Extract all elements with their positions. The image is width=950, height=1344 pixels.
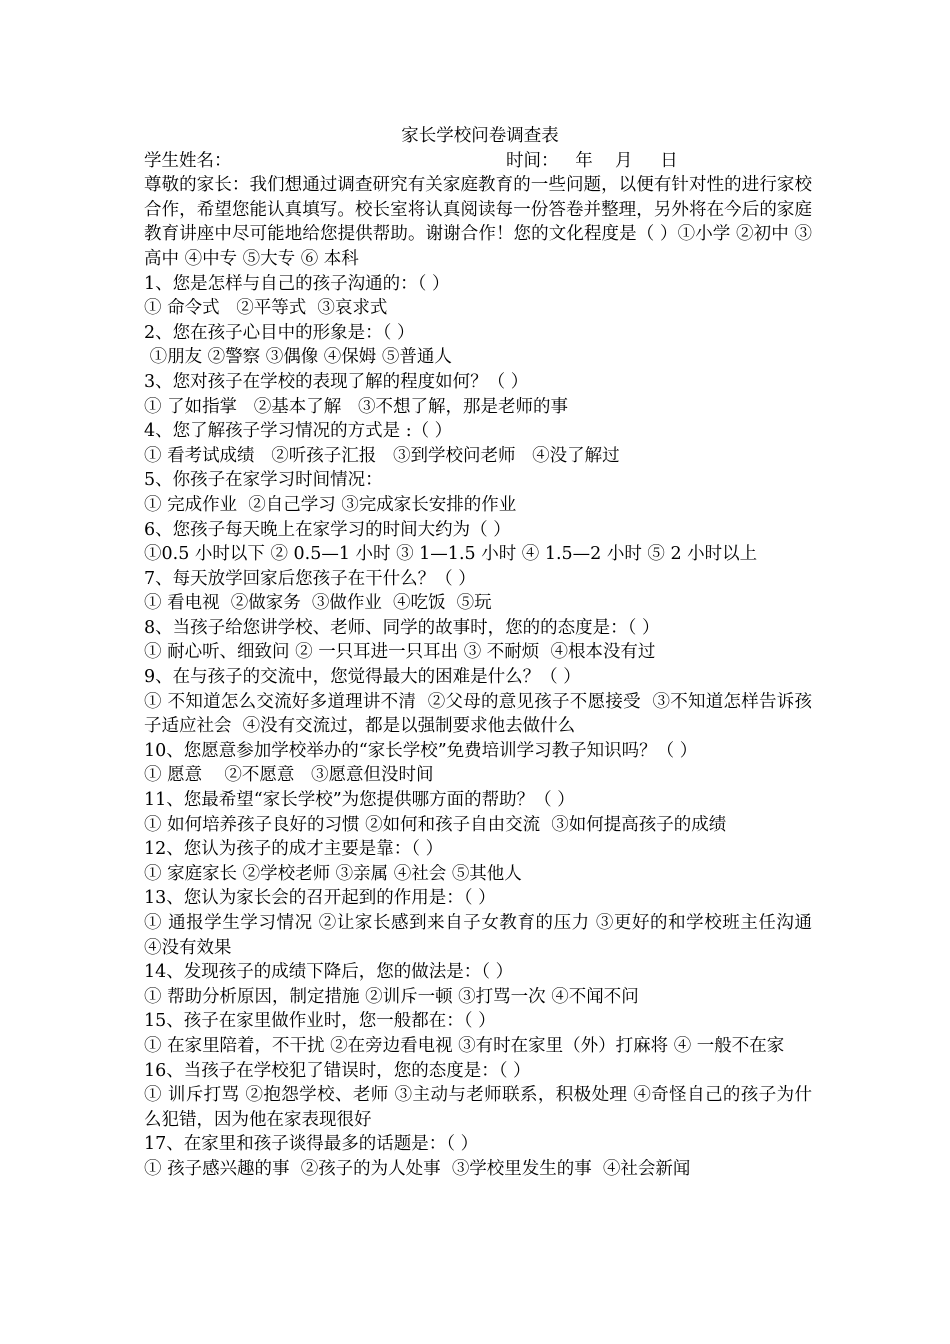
answer-options: ① 家庭家长 ②学校老师 ③亲属 ④社会 ⑤其他人 (144, 863, 522, 884)
question-text: 13、您认为家长会的召开起到的作用是：（ ） (144, 888, 496, 909)
answer-options: ① 耐心听、细致问 ② 一只耳进一只耳出 ③ 不耐烦 ④根本没有过 (144, 642, 656, 663)
answer-options: ①朋友 ②警察 ③偶像 ④保姆 ⑤普通人 (144, 347, 452, 368)
intro-paragraph: 尊敬的家长：我们想通过调查研究有关家庭教育的一些问题，以便有针对性的进行家校合作，希望您能认真填写。校长室将认真阅读每一份答卷并整理，另外将在今后的家庭教育讲座中尽可能地给您提供帮助。谢谢合作！您的文化程度是（ ）①小学 ②初中 ③高中 ④中专 ⑤大专 ⑥ 本科 (144, 175, 812, 269)
answer-options: ① 不知道怎么交流好多道理讲不清 ②父母的意见孩子不愿接受 ③不知道怎样告诉孩子适应社会 ④没有交流过，都是以强制要求他去做什么 (144, 691, 812, 737)
answer-options: ① 通报学生学习情况 ②让家长感到来自子女教育的压力 ③更好的和学校班主任沟通 ④没有效果 (144, 913, 824, 958)
question-text: 7、每天放学回家后您孩子在干什么？（ ） (144, 568, 476, 589)
answer-options: ① 命令式 ②平等式 ③哀求式 (144, 298, 388, 319)
question-text: 15、孩子在家里做作业时，您一般都在：（ ） (144, 1011, 496, 1032)
questionnaire-document (144, 124, 824, 1182)
question-text: 10、您愿意参加学校举办的“家长学校”免费培训学习教子知识吗？（ ） (144, 740, 698, 761)
question-text: 4、您了解孩子学习情况的方式是 :（ ） (144, 421, 453, 442)
question-text: 6、您孩子每天晚上在家学习的时间大约为（ ） (144, 519, 511, 540)
answer-options: ① 帮助分析原因，制定措施 ②训斥一顿 ③打骂一次 ④不闻不问 (144, 986, 639, 1007)
answer-options: ① 如何培养孩子良好的习惯 ②如何和孩子自由交流 ③如何提高孩子的成绩 (144, 814, 727, 835)
student-name-label: 学生姓名： (144, 150, 232, 171)
question-text: 16、当孩子在学校犯了错误时，您的态度是：（ ） (144, 1060, 531, 1081)
header-row (144, 149, 812, 174)
answer-options: ①0.5 小时以下 ② 0.5—1 小时 ③ 1—1.5 小时 ④ 1.5—2 小时 ⑤ 2 小时以上 (144, 544, 758, 565)
question-text: 11、您最希望“家长学校”为您提供哪方面的帮助？（ ） (144, 790, 575, 811)
document-title: 家长学校问卷调查表 (401, 126, 559, 146)
answer-options: ① 训斥打骂 ②抱怨学校、老师 ③主动与老师联系，积极处理 ④奇怪自己的孩子为什么犯错，因为他在家表现很好 (144, 1085, 812, 1130)
question-text: 8、当孩子给您讲学校、老师、同学的故事时，您的的态度是：（ ） (144, 617, 660, 638)
answer-options: ① 完成作业 ②自己学习 ③完成家长安排的作业 (144, 494, 517, 515)
question-text: 17、在家里和孩子谈得最多的话题是：（ ） (144, 1134, 479, 1155)
answer-options: ① 看考试成绩 ②听孩子汇报 ③到学校问老师 ④没了解过 (144, 445, 620, 466)
date-label: 时间： 年 月 日 (506, 150, 678, 171)
answer-options: ① 在家里陪着，不干扰 ②在旁边看电视 ③有时在家里（外）打麻将 ④ 一般不在家 (144, 1035, 785, 1056)
question-text: 1、您是怎样与自己的孩子沟通的：（ ） (144, 273, 450, 294)
question-text: 2、您在孩子心目中的形象是：（ ） (144, 322, 415, 343)
question-text: 14、发现孩子的成绩下降后，您的做法是：（ ） (144, 962, 514, 983)
answer-options: ① 愿意 ②不愿意 ③愿意但没时间 (144, 765, 434, 786)
question-list (144, 272, 824, 1182)
question-text: 5、你孩子在家学习时间情况： (144, 470, 383, 491)
question-text: 9、在与孩子的交流中，您觉得最大的困难是什么？（ ） (144, 667, 581, 688)
question-text: 12、您认为孩子的成才主要是靠：（ ） (144, 839, 444, 860)
answer-options: ① 孩子感兴趣的事 ②孩子的为人处事 ③学校里发生的事 ④社会新闻 (144, 1158, 691, 1179)
question-text: 3、您对孩子在学校的表现了解的程度如何？（ ） (144, 371, 529, 392)
answer-options: ① 了如指掌 ②基本了解 ③不想了解，那是老师的事 (144, 396, 568, 417)
answer-options: ① 看电视 ②做家务 ③做作业 ④吃饭 ⑤玩 (144, 593, 492, 614)
